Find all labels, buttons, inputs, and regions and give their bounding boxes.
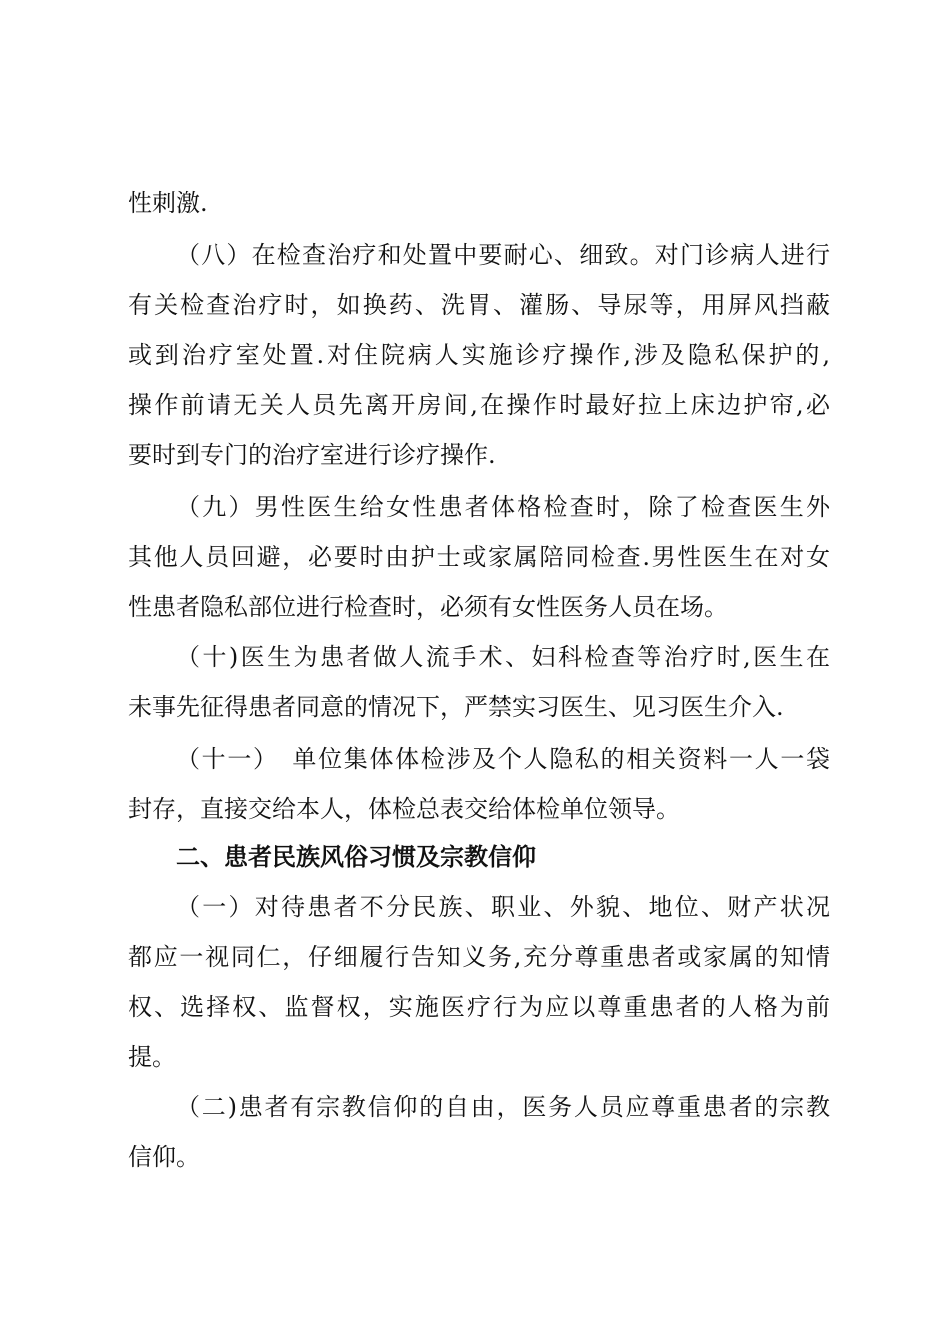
paragraph-8-line-5: 要时到专门的治疗室进行诊疗操作. — [128, 441, 496, 469]
paragraph-8-line-3: 或到治疗室处置.对住院病人实施诊疗操作,涉及隐私保护的, — [128, 341, 830, 369]
paragraph-10-line-1: （十)医生为患者做人流手术、妇科检查等治疗时,医生在 — [176, 643, 830, 671]
text-line: 性刺激. — [128, 189, 208, 217]
paragraph-9-line-2: 其他人员回避，必要时由护士或家属陪同检查.男性医生在对女 — [128, 543, 830, 571]
paragraph-s2-1-line-2: 都应一视同仁，仔细履行告知义务,充分尊重患者或家属的知情 — [128, 943, 830, 971]
paragraph-8-line-2: 有关检查治疗时，如换药、洗胃、灌肠、导尿等，用屏风挡蔽 — [128, 291, 830, 319]
paragraph-s2-2-line-1: （二)患者有宗教信仰的自由，医务人员应尊重患者的宗教 — [176, 1093, 830, 1121]
paragraph-9-line-3: 性患者隐私部位进行检查时，必须有女性医务人员在场。 — [128, 593, 728, 621]
paragraph-s2-2-line-2: 信仰。 — [128, 1143, 200, 1171]
paragraph-8-line-4: 操作前请无关人员先离开房间,在操作时最好拉上床边护帘,必 — [128, 391, 830, 419]
paragraph-s2-1-line-3: 权、选择权、监督权，实施医疗行为应以尊重患者的人格为前 — [128, 993, 830, 1021]
section-heading: 二、患者民族风俗习惯及宗教信仰 — [176, 843, 536, 871]
paragraph-11-line-2: 封存，直接交给本人，体检总表交给体检单位领导。 — [128, 795, 680, 823]
paragraph-s2-1-line-1: （一）对待患者不分民族、职业、外貌、地位、财产状况 — [176, 893, 830, 921]
paragraph-8-line-1: （八）在检查治疗和处置中要耐心、细致。对门诊病人进行 — [176, 241, 830, 269]
paragraph-11-line-1: （十一） 单位集体体检涉及个人隐私的相关资料一人一袋 — [176, 745, 830, 773]
paragraph-s2-1-line-4: 提。 — [128, 1043, 176, 1071]
paragraph-10-line-2: 未事先征得患者同意的情况下，严禁实习医生、见习医生介入. — [128, 693, 784, 721]
paragraph-9-line-1: （九）男性医生给女性患者体格检查时，除了检查医生外 — [176, 493, 830, 521]
